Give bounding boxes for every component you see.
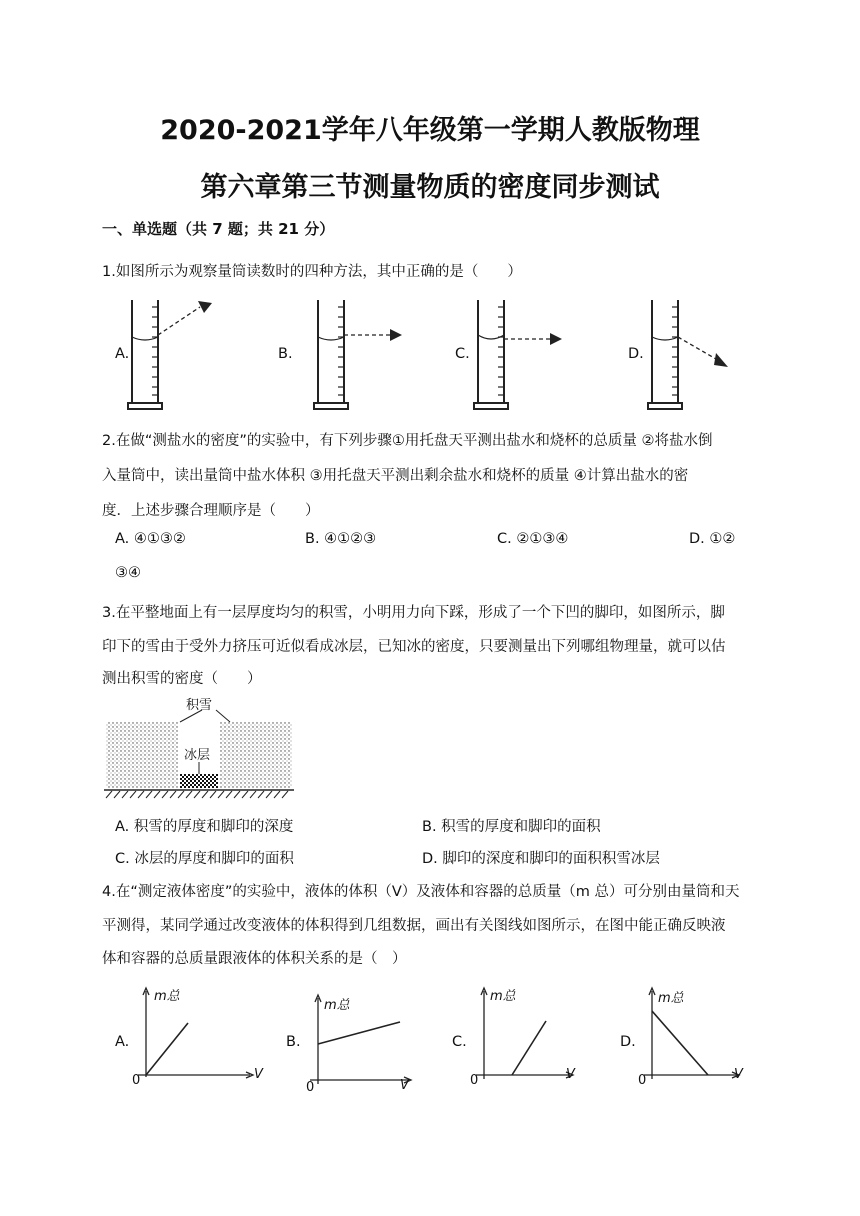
q3-text-line-2: 印下的雪由于受外力挤压可近似看成冰层，已知冰的密度，只要测量出下列哪组物理量，就可以估	[102, 639, 726, 655]
title-line-2: 第六章第三节测量物质的密度同步测试	[200, 172, 660, 203]
q1-option-a[interactable]: A.	[115, 346, 130, 362]
q4-graph-c	[466, 985, 586, 1088]
q4-graph-a-origin: 0	[132, 1073, 141, 1088]
q4-graph-b	[300, 992, 420, 1095]
q1-cylinder-figure-c	[460, 295, 570, 415]
q4-graph-b-y-label: m总	[324, 998, 350, 1013]
q1-option-b[interactable]: B.	[278, 346, 293, 362]
q3-option-b[interactable]: B. 积雪的厚度和脚印的面积	[422, 819, 601, 835]
q2-text-line-2: 入量筒中，读出量筒中盐水体积 ③用托盘天平测出剩余盐水和烧杯的质量 ④计算出盐水的密	[102, 468, 689, 484]
q4-graph-a	[130, 985, 263, 1088]
q2-option-d[interactable]: D. ①②	[689, 531, 736, 547]
q3-text-line-1: 3.在平整地面上有一层厚度均匀的积雪，小明用力向下踩，形成了一个下凹的脚印，如图所示，脚	[102, 605, 725, 621]
q3-option-d[interactable]: D. 脚印的深度和脚印的面积积雪冰层	[422, 851, 660, 867]
q3-snow-figure	[104, 694, 294, 800]
q1-text: 1.如图所示为观察量筒读数时的四种方法，其中正确的是（ ）	[102, 264, 522, 280]
q4-graph-b-origin: 0	[306, 1080, 315, 1095]
q1-cylinder-figure-a	[128, 295, 218, 415]
q4-graph-a-y-label: m总	[154, 989, 180, 1004]
q4-option-a[interactable]: A.	[115, 1034, 130, 1050]
q4-text-line-3: 体和容器的总质量跟液体的体积关系的是（ ）	[102, 951, 407, 967]
q1-cylinder-figure-b	[300, 295, 410, 415]
title-line-1: 2020-2021学年八年级第一学期人教版物理	[160, 115, 700, 146]
q2-text-line-3: 度．上述步骤合理顺序是（ ）	[102, 503, 320, 519]
q4-graph-c-origin: 0	[470, 1073, 479, 1088]
q4-graph-d	[636, 985, 756, 1088]
q3-option-c[interactable]: C. 冰层的厚度和脚印的面积	[115, 851, 294, 867]
q2-option-b[interactable]: B. ④①②③	[305, 531, 377, 547]
q4-text-line-1: 4.在“测定液体密度”的实验中，液体的体积（V）及液体和容器的总质量（m 总）可分别由量筒和天	[102, 884, 740, 900]
q3-label-ice: 冰层	[184, 748, 211, 763]
q4-graph-c-y-label: m总	[490, 989, 516, 1004]
q3-text-line-3: 测出积雪的密度（ ）	[102, 671, 262, 687]
q4-option-c[interactable]: C.	[452, 1034, 467, 1050]
q2-text-line-1: 2.在做“测盐水的密度”的实验中，有下列步骤①用托盘天平测出盐水和烧杯的总质量 ②将盐水倒	[102, 433, 713, 449]
q4-option-b[interactable]: B.	[286, 1034, 301, 1050]
q2-option-d-wrap: ③④	[115, 565, 141, 581]
q4-graph-d-origin: 0	[638, 1073, 647, 1088]
section-heading: 一、单选题（共 7 题；共 21 分）	[102, 220, 335, 238]
q1-cylinder-figure-d	[634, 295, 744, 415]
q4-graph-d-x-label: V	[734, 1067, 743, 1082]
q3-label-snow: 积雪	[186, 698, 213, 713]
q2-option-c[interactable]: C. ②①③④	[497, 531, 569, 547]
q1-option-d[interactable]: D.	[628, 346, 644, 362]
q4-option-d[interactable]: D.	[620, 1034, 636, 1050]
q4-text-line-2: 平测得，某同学通过改变液体的体积得到几组数据，画出有关图线如图所示，在图中能正确反映液	[102, 918, 726, 934]
q4-graph-d-y-label: m总	[658, 991, 684, 1006]
q4-graph-b-x-label: V	[400, 1078, 409, 1093]
q4-graph-a-x-label: V	[254, 1067, 263, 1082]
q4-graph-c-x-label: V	[566, 1067, 575, 1082]
q2-option-a[interactable]: A. ④①③②	[115, 531, 186, 547]
q1-option-c[interactable]: C.	[455, 346, 470, 362]
q3-option-a[interactable]: A. 积雪的厚度和脚印的深度	[115, 819, 294, 835]
